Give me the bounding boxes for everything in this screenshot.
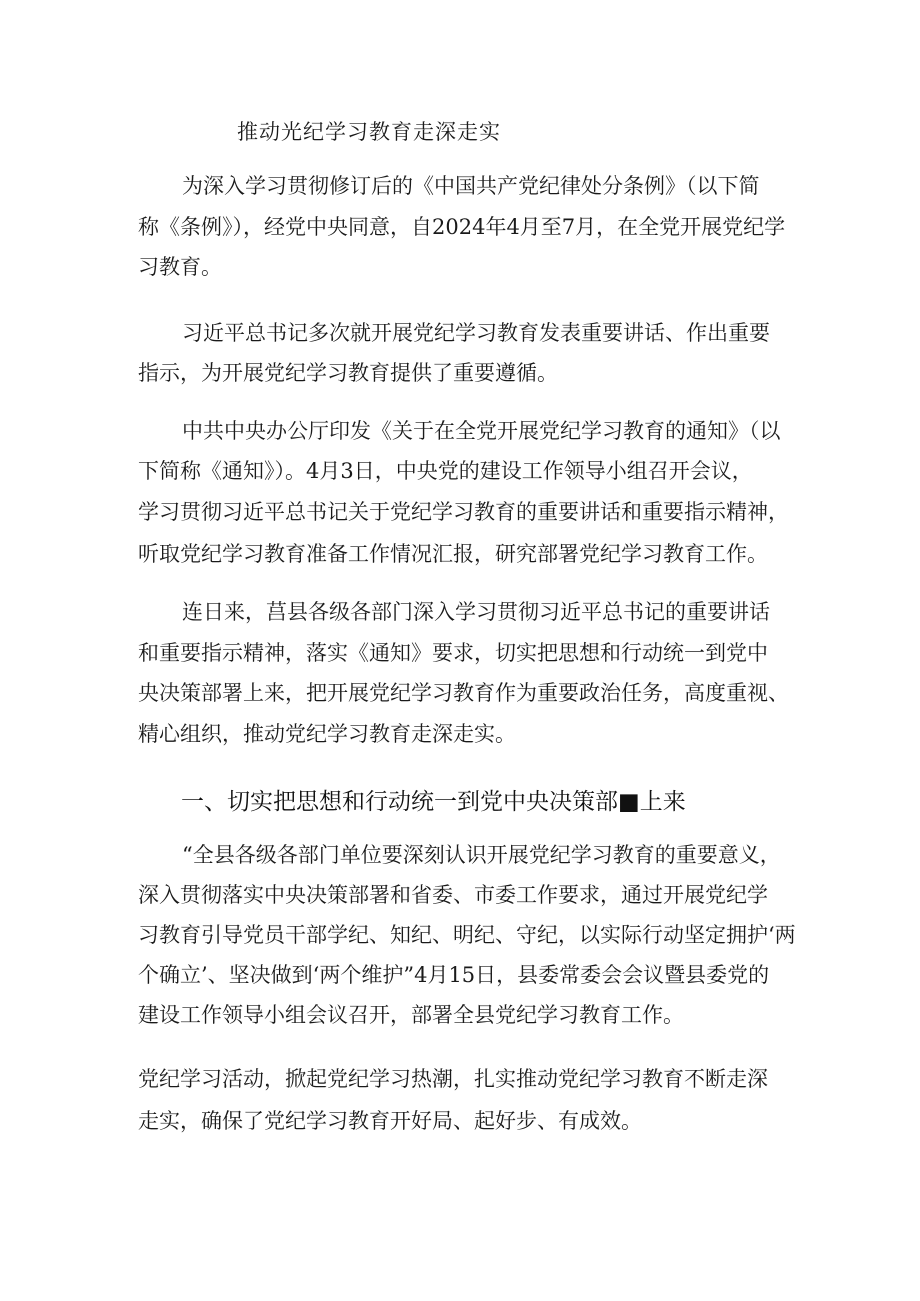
paragraph-line: 深入贯彻落实中央决策部署和省委、市委工作要求，通过开展党纪学 <box>138 883 768 907</box>
paragraph-line: 走实，确保了党纪学习教育开好局、起好步、有成效。 <box>138 1109 642 1133</box>
paragraph-line: 听取党纪学习教育准备工作情况汇报，研究部署党纪学习教育工作。 <box>138 542 768 566</box>
paragraph-line: 连日来，莒县各级各部门深入学习贯彻习近平总书记的重要讲话 <box>182 600 770 624</box>
paragraph-line: 称《条例》），经党中央同意，自2024年4月至7月，在全党开展党纪学 <box>138 215 786 239</box>
paragraph-line: 和重要指示精神，落实《通知》要求，切实把思想和行动统一到党中 <box>138 641 768 665</box>
paragraph-line: 精心组织，推动党纪学习教育走深走实。 <box>138 722 516 746</box>
paragraph-line: 习教育引导党员干部学纪、知纪、明纪、守纪，以实际行动坚定拥护‘两 <box>138 923 796 947</box>
paragraph-line: 习教育。 <box>138 255 222 279</box>
paragraph-line: 下简称《通知》）。4月3日，中央党的建设工作领导小组召开会议， <box>138 459 753 483</box>
paragraph-line: 党纪学习活动，掀起党纪学习热潮，扎实推动党纪学习教育不断走深 <box>138 1067 768 1091</box>
paragraph-line: 学习贯彻习近平总书记关于党纪学习教育的重要讲话和重要指示精神， <box>138 500 789 524</box>
paragraph-line: “全县各级各部门单位要深刻认识开展党纪学习教育的重要意义， <box>182 843 781 867</box>
paragraph-line: 中共中央办公厅印发《关于在全党开展党纪学习教育的通知》（以 <box>182 419 781 443</box>
paragraph-line: 习近平总书记多次就开展党纪学习教育发表重要讲话、作出重要 <box>182 321 770 345</box>
document-title: 推动光纪学习教育走深走实 <box>237 120 501 144</box>
paragraph-line: 个确立’、坚决做到‘两个维护”4月15日，县委常委会会议暨县委党的 <box>138 963 770 987</box>
section-heading: 一、切实把思想和行动统一到党中央决策部■上来 <box>181 789 686 815</box>
paragraph-line: 建设工作领导小组会议召开，部署全县党纪学习教育工作。 <box>138 1003 684 1027</box>
paragraph-line: 为深入学习贯彻修订后的《中国共产党纪律处分条例》（以下简 <box>182 174 760 198</box>
paragraph-line: 指示，为开展党纪学习教育提供了重要遵循。 <box>138 361 558 385</box>
paragraph-line: 央决策部署上来，把开展党纪学习教育作为重要政治任务，高度重视、 <box>138 681 789 705</box>
